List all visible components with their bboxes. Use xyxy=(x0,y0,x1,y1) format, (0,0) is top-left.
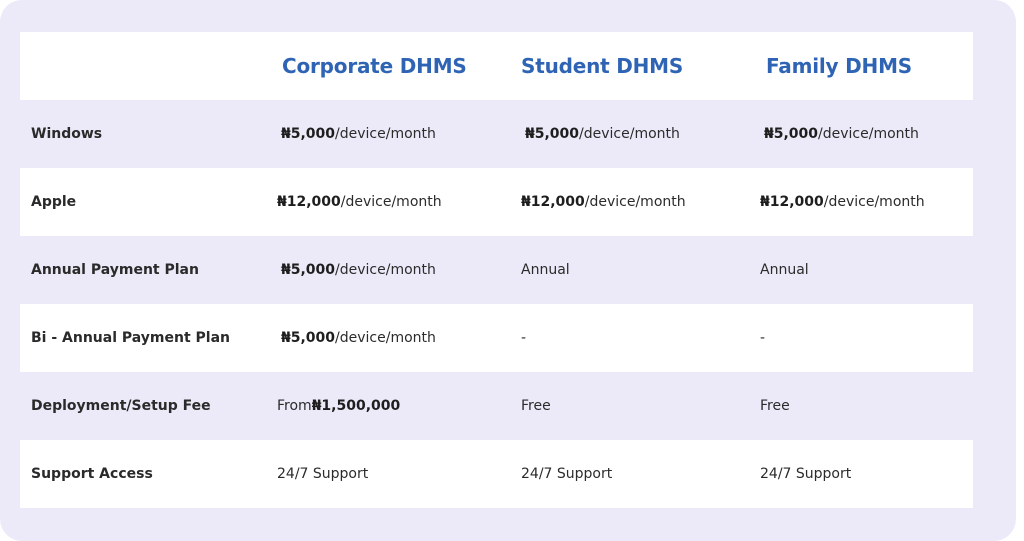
price-cell: Free xyxy=(521,398,551,414)
price-cell: Annual xyxy=(521,262,570,278)
price-cell: 24/7 Support xyxy=(760,466,852,482)
row-label: Support Access xyxy=(31,466,153,482)
pricing-table xyxy=(20,32,973,508)
table-row-support-access xyxy=(20,440,973,508)
table-row-bi-annual-plan xyxy=(20,304,973,372)
table-row-apple xyxy=(20,168,973,236)
price-cell: ₦12,000 /device/month xyxy=(277,194,442,210)
price-cell: Free xyxy=(760,398,790,414)
table-header-row xyxy=(20,32,973,100)
column-header-family: Family DHMS xyxy=(766,54,912,78)
price-cell: ₦12,000 /device/month xyxy=(760,194,925,210)
price-cell: - xyxy=(521,330,527,346)
price-cell: ₦5,000 /device/month xyxy=(281,262,436,278)
table-row-annual-plan xyxy=(20,236,973,304)
table-row-windows xyxy=(20,100,973,168)
row-label: Bi - Annual Payment Plan xyxy=(31,330,231,346)
price-cell: From ₦1,500,000 xyxy=(277,398,401,414)
price-cell: - xyxy=(760,330,766,346)
price-cell: 24/7 Support xyxy=(521,466,613,482)
row-label: Windows xyxy=(31,126,103,142)
price-cell: ₦5,000 /device/month xyxy=(525,126,680,142)
price-cell: ₦5,000 /device/month xyxy=(764,126,919,142)
table-row-setup-fee xyxy=(20,372,973,440)
column-header-student: Student DHMS xyxy=(521,54,684,78)
row-label: Apple xyxy=(31,194,77,210)
price-cell: ₦12,000 /device/month xyxy=(521,194,686,210)
price-cell: Annual xyxy=(760,262,809,278)
price-cell: 24/7 Support xyxy=(277,466,369,482)
column-header-corporate: Corporate DHMS xyxy=(282,54,467,78)
row-label: Annual Payment Plan xyxy=(31,262,199,278)
price-cell: ₦5,000 /device/month xyxy=(281,330,436,346)
row-label: Deployment/Setup Fee xyxy=(31,398,211,414)
price-cell: ₦5,000 /device/month xyxy=(281,126,436,142)
